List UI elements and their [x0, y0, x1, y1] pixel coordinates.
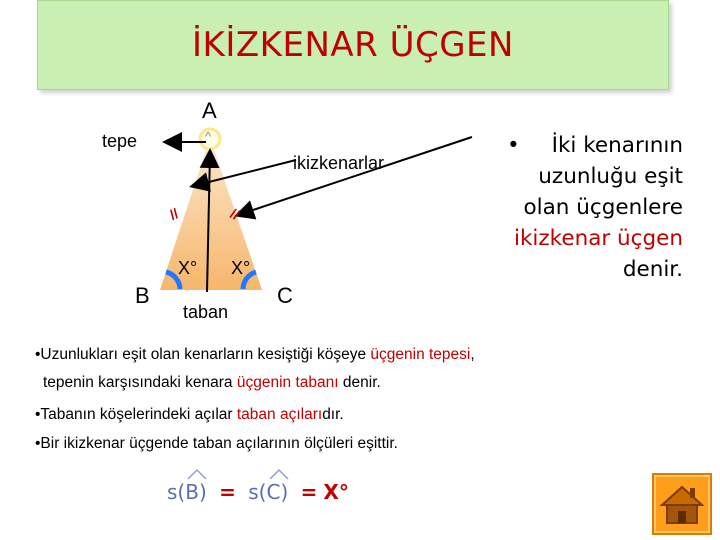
definition-text-after: denir.	[622, 257, 683, 282]
tepe-label: tepe	[102, 131, 138, 151]
taban-label: taban	[183, 302, 229, 322]
home-icon	[654, 475, 710, 533]
note-line: •Tabanın köşelerindeki açılar taban açılarıdır.	[35, 406, 344, 423]
equals-sign: =	[219, 480, 236, 504]
home-button[interactable]	[652, 473, 712, 535]
angle-hat-icon	[187, 468, 207, 480]
vertex-c-label: C	[277, 283, 293, 308]
tick-mark-left: //	[166, 205, 181, 223]
note-line: tepenin karşısındaki kenara üçgenin tabanı denir.	[43, 374, 381, 391]
definition-bullet: •	[507, 133, 520, 158]
formula-rhs: X°	[323, 480, 349, 504]
definition-text	[505, 130, 683, 285]
angle-equality-formula: s( B) = s( C) = X°	[167, 480, 349, 504]
equals-sign-2: =	[300, 480, 318, 504]
angle-b-label: X°	[178, 258, 198, 278]
note-line: •Uzunlukları eşit olan kenarların kesiştiği köşeye üçgenin tepesi,	[35, 346, 475, 363]
tick-mark-right: //	[227, 205, 242, 223]
apex-mark: ^	[205, 129, 212, 144]
definition-text-before: İki kenarının uzunluğu eşit olan üçgenlere	[523, 133, 683, 220]
ikizkenarlar-arrow-right	[238, 137, 472, 215]
vertex-a-label: A	[202, 98, 217, 123]
angle-b-symbol: B	[185, 480, 199, 504]
angle-c-symbol: C	[267, 480, 281, 504]
vertex-b-label: B	[135, 283, 150, 308]
note-line: •Bir ikizkenar üçgende taban açılarının ölçüleri eşittir.	[35, 435, 398, 452]
page-title: İKİZKENAR ÜÇGEN	[192, 25, 514, 65]
angle-c-label: X°	[231, 258, 251, 278]
ikizkenarlar-label: ikizkenarlar	[293, 153, 385, 173]
definition-highlight: ikizkenar üçgen	[513, 226, 683, 251]
angle-hat-icon	[269, 468, 289, 480]
